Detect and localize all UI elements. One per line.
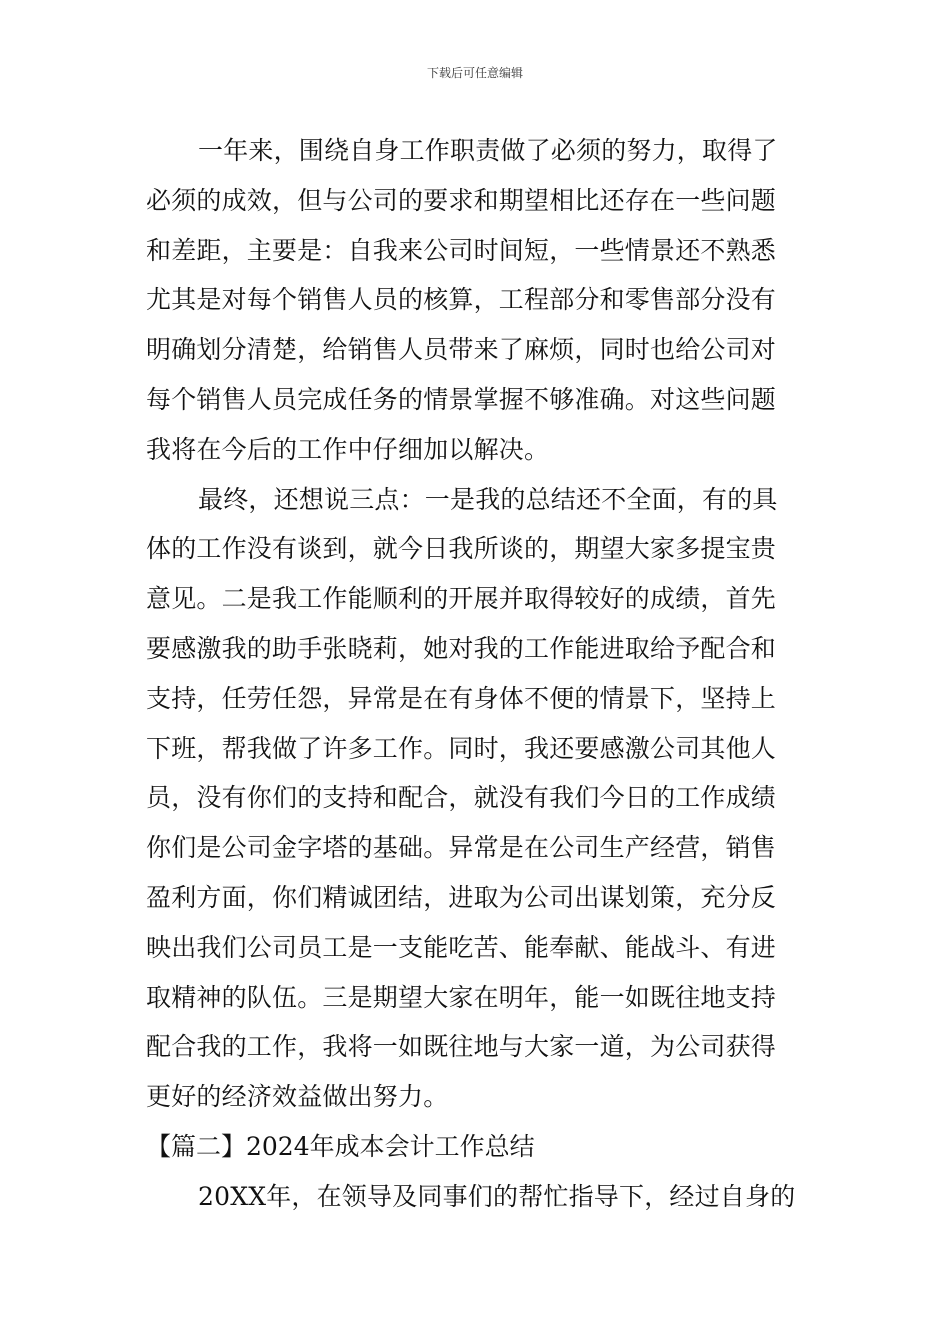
paragraph-line: 取精神的队伍。三是期望大家在明年，能一如既往地支持: [146, 982, 777, 1012]
paragraph-line: 一年来，围绕自身工作职责做了必须的努力，取得了: [198, 136, 778, 165]
page-header: 下载后可任意编辑: [426, 66, 523, 80]
document-body: [146, 126, 810, 1222]
paragraph-line: 和差距，主要是：自我来公司时间短，一些情景还不熟悉: [146, 235, 777, 265]
paragraph-line: 每个销售人员完成任务的情景掌握不够准确。对这些问题: [146, 384, 777, 414]
paragraph-line: 体的工作没有谈到，就今日我所谈的，期望大家多提宝贵: [146, 534, 777, 564]
paragraph-line: 支持，任劳任怨，异常是在有身体不便的情景下，坚持上: [146, 683, 777, 713]
paragraph-3: [146, 1172, 810, 1222]
paragraph-line: 你们是公司金字塔的基础。异常是在公司生产经营，销售: [146, 833, 777, 863]
paragraph-2: [146, 475, 810, 1122]
paragraph-line: 映出我们公司员工是一支能吃苦、能奉献、能战斗、有进: [146, 932, 777, 962]
paragraph-1: [146, 126, 810, 475]
paragraph-line: 必须的成效，但与公司的要求和期望相比还存在一些问题: [146, 185, 777, 215]
paragraph-line: 配合我的工作，我将一如既往地与大家一道，为公司获得: [146, 1032, 777, 1062]
paragraph-line: 要感激我的助手张晓莉，她对我的工作能进取给予配合和: [146, 633, 777, 663]
paragraph-line: 盈利方面，你们精诚团结，进取为公司出谋划策，充分反: [146, 882, 777, 912]
paragraph-line: 尤其是对每个销售人员的核算，工程部分和零售部分没有: [146, 285, 777, 315]
paragraph-line: 员，没有你们的支持和配合，就没有我们今日的工作成绩: [146, 783, 777, 813]
paragraph-line: 我将在今后的工作中仔细加以解决。: [146, 434, 550, 464]
paragraph-line: 20XX年，在领导及同事们的帮忙指导下，经过自身的: [198, 1181, 796, 1211]
paragraph-line: 意见。二是我工作能顺利的开展并取得较好的成绩，首先: [146, 584, 777, 614]
paragraph-line: 明确划分清楚，给销售人员带来了麻烦，同时也给公司对: [146, 335, 777, 365]
paragraph-line: 下班，帮我做了许多工作。同时，我还要感激公司其他人: [146, 733, 777, 763]
paragraph-line: 最终，还想说三点：一是我的总结还不全面，有的具: [198, 484, 778, 514]
section-heading: 【篇二】2024年成本会计工作总结: [146, 1131, 535, 1161]
paragraph-line: 更好的经济效益做出努力。: [146, 1082, 449, 1112]
